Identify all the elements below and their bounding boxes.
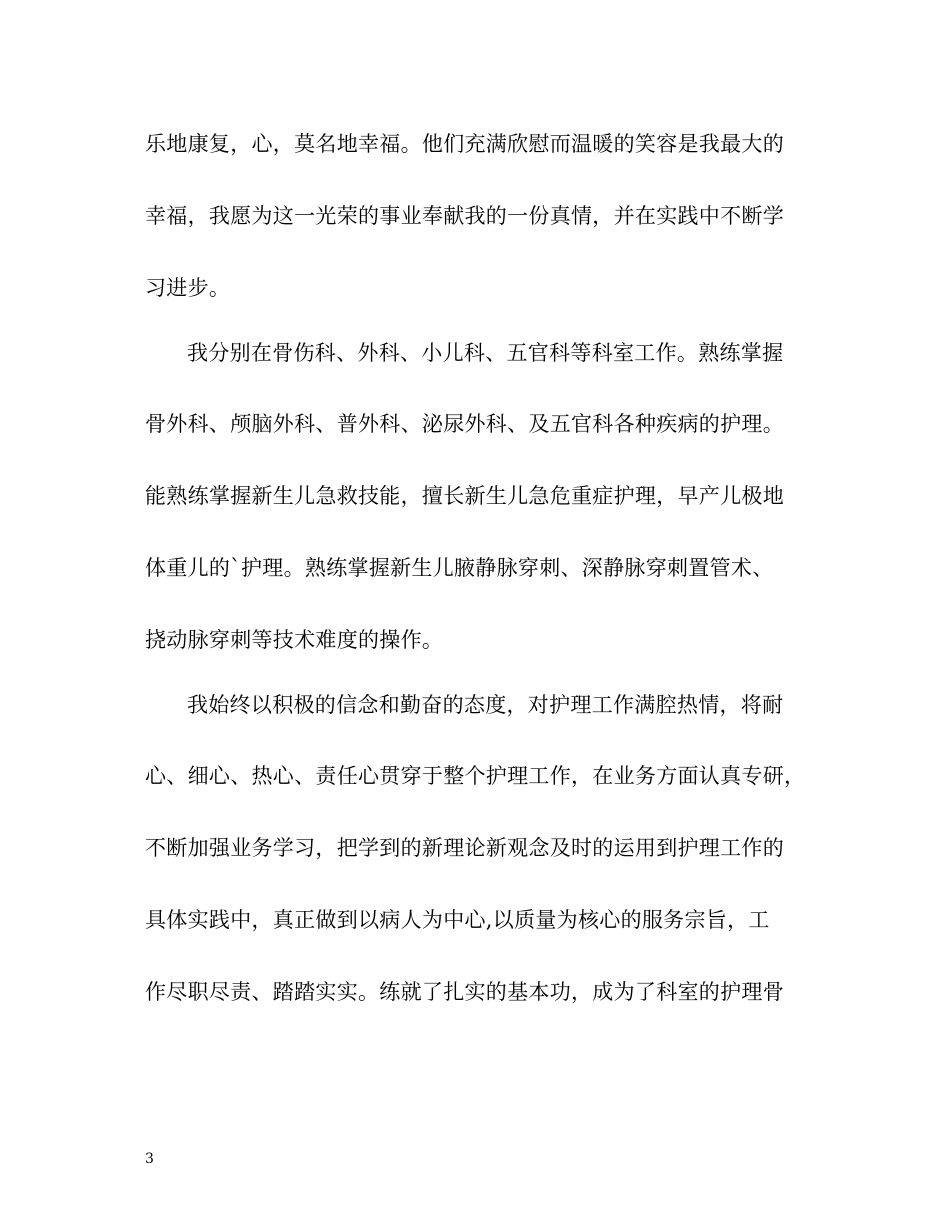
paragraph-first-line: 我始终以积极的信念和勤奋的态度，对护理工作满腔热情，将耐 <box>187 693 784 717</box>
text-line: 体重儿的`护理。熟练掌握新生儿腋静脉穿刺、深静脉穿刺置管术、 <box>145 556 774 580</box>
text-line: 不断加强业务学习，把学到的新理论新观念及时的运用到护理工作的 <box>145 836 784 860</box>
text-line: 作尽职尽责、踏踏实实。练就了扎实的基本功，成为了科室的护理骨 <box>145 980 784 1004</box>
text-line: 挠动脉穿刺等技术难度的操作。 <box>145 628 444 652</box>
paragraph-first-line: 我分别在骨伤科、外科、小儿科、五官科等科室工作。熟练掌握 <box>187 341 784 365</box>
text-line: 习进步。 <box>145 276 231 300</box>
text-line: 心、细心、热心、责任心贯穿于整个护理工作，在业务方面认真专研， <box>145 764 806 788</box>
text-line: 能熟练掌握新生儿急救技能，擅长新生儿急危重症护理，早产儿极地 <box>145 484 784 508</box>
text-line: 幸福，我愿为这一光荣的事业奉献我的一份真情，并在实践中不断学 <box>145 204 784 228</box>
text-line: 乐地康复，心，莫名地幸福。他们充满欣慰而温暖的笑容是我最大的 <box>145 132 784 156</box>
text-line: 骨外科、颅脑外科、普外科、泌尿外科、及五官科各种疾病的护理。 <box>145 412 784 436</box>
page-number: 3 <box>145 1151 154 1167</box>
text-line: 具体实践中，真正做到以病人为中心,以质量为核心的服务宗旨，工 <box>145 908 770 932</box>
